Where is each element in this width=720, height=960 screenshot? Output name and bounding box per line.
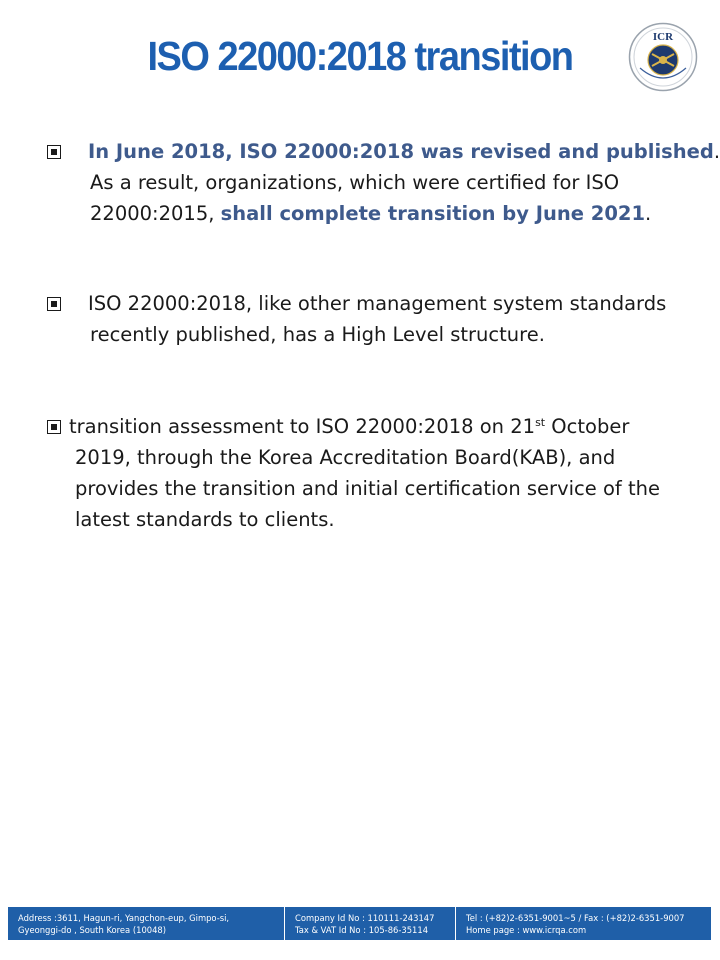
footer-contact: Tel : (+82)2-6351-9001~5 / Fax : (+82)2-6351-9007 Home page : www.icrqa.com xyxy=(456,907,711,940)
paragraph-high-level-structure: ISO 22000:2018, like other management system standards recently published, has a High Level structure. xyxy=(47,288,666,350)
square-bullet-icon xyxy=(47,420,61,434)
page-title: ISO 22000:2018 transition xyxy=(147,34,573,80)
footer-bar xyxy=(8,907,711,940)
footer-company-ids: Company Id No : 110111-243147 Tax & VAT Id No : 105-86-35114 xyxy=(285,907,456,940)
footer-address: Address :3611, Hagun-ri, Yangchon-eup, Gimpo-si, Gyeonggi-do , South Korea (10048) xyxy=(8,907,285,940)
icr-logo xyxy=(628,22,698,92)
homepage-link[interactable]: Home page : www.icrqa.com xyxy=(466,925,587,935)
square-bullet-icon xyxy=(47,297,61,311)
highlight-text: In June 2018, ISO 22000:2018 was revised and published xyxy=(88,140,714,163)
paragraph-transition-deadline: In June 2018, ISO 22000:2018 was revised and published. As a result, organizations, which were certified for ISO 22000:2015, shall complete transition by June 2021. xyxy=(47,136,720,229)
paragraph-transition-assessment: transition assessment to ISO 22000:2018 on 21st October 2019, through the Korea Accreditation Board(KAB), and provides the transition and initial certification service of the latest standards to clients. xyxy=(47,411,660,535)
square-bullet-icon xyxy=(47,145,61,159)
highlight-text: shall complete transition by June 2021 xyxy=(220,202,646,225)
svg-text:ICR: ICR xyxy=(652,31,674,43)
